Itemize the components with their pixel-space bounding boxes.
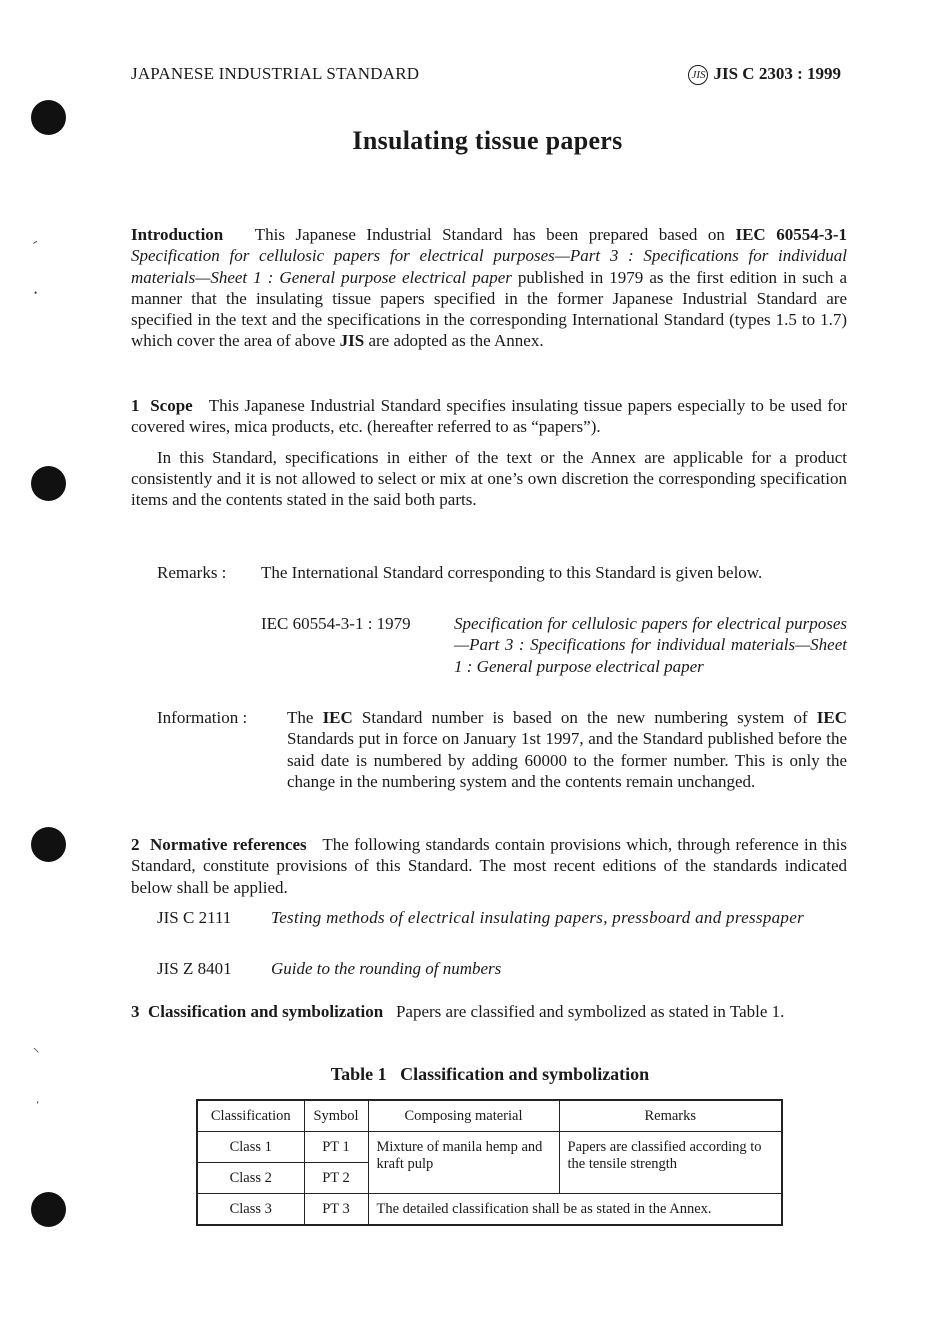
section-number: 2 [131, 835, 140, 854]
remarks-label: Remarks : [157, 563, 227, 582]
information-text [287, 707, 847, 792]
information-label: Information : [157, 708, 248, 727]
table-caption [0, 1064, 950, 1085]
table-cell-symbol: PT 3 [304, 1194, 368, 1226]
table-row [197, 1194, 782, 1226]
intro-jis: JIS [339, 331, 365, 351]
scan-speck: ‘ [36, 1100, 40, 1111]
table-number: Table 1 [330, 1064, 387, 1084]
scan-speck: • [34, 288, 38, 298]
table-header-row [197, 1100, 782, 1132]
reference-title: Specification for cellulosic papers for electrical purposes—Part 3 : Specifications for individual materials—Sheet 1 : General purpose electrical paper [454, 614, 847, 676]
intro-iec: IEC [735, 225, 766, 244]
jis-mark-logo: JIS [688, 65, 708, 85]
table-row [197, 1132, 782, 1163]
section-heading: Normative references [150, 835, 307, 854]
scope-section [131, 395, 847, 510]
standard-id: JIS C 2303 : 1999 [713, 64, 841, 83]
table-cell-symbol: PT 1 [304, 1132, 368, 1163]
info-iec: IEC [816, 708, 847, 727]
info-text: Standards put in force on January 1st 1997, and the Standard published before the said date is numbered by adding 60000 to the former number. This is only the change in the numbering system and the contents remain unchanged. [287, 729, 847, 791]
normative-references-section [131, 834, 847, 898]
section-heading: Scope [150, 396, 193, 415]
header-standard-name: JAPANESE INDUSTRIAL STANDARD [131, 64, 420, 83]
table-header-cell: Remarks [559, 1100, 782, 1132]
table-cell-symbol: PT 2 [304, 1163, 368, 1194]
normative-ref-id: JIS C 2111 [157, 908, 232, 927]
intro-text: published in 1979 as the first edition in such a manner that the insulating tissue papers specified in the former Japanese Industrial Standard are specified in the text and the specifications in the corresponding International Standard (types 1.5 to 1.7) which cover the area of above [131, 267, 847, 351]
section-number: 1 [131, 396, 140, 415]
scope-text: This Japanese Industrial Standard specifies insulating tissue papers especially to be used for covered wires, mica products, etc. (hereafter referred to as “papers”). [131, 396, 848, 437]
scan-speck: ⸌ [33, 1045, 40, 1060]
binder-hole [31, 466, 66, 501]
classification-table [196, 1099, 783, 1226]
remarks-text: The International Standard corresponding to this Standard is given below. [261, 563, 763, 582]
binder-hole [31, 1192, 66, 1227]
classification-section [131, 1001, 847, 1022]
intro-iec-number: 60554-3-1 [776, 225, 848, 244]
table-header-cell: Composing material [368, 1100, 559, 1132]
section-number: 3 [131, 1002, 140, 1021]
normative-ref-title: Testing methods of electrical insulating papers, pressboard and presspaper [271, 908, 804, 927]
intro-text: This Japanese Industrial Standard has been prepared based on [254, 225, 736, 244]
intro-heading: Introduction [131, 225, 224, 244]
reference-id: IEC 60554-3-1 : 1979 [261, 614, 411, 633]
normative-text: The following standards contain provisions which, through reference in this Standard, constitute provisions of this Standard. The most recent editions of the standards indicated below shall be applied. [131, 835, 848, 897]
scan-speck: ⹝ [33, 234, 38, 249]
table-cell-annex-note: The detailed classification shall be as stated in the Annex. [368, 1194, 782, 1226]
table-cell-material: Mixture of manila hemp and kraft pulp [368, 1132, 559, 1194]
info-text: The [287, 708, 323, 727]
section-heading: Classification and symbolization [148, 1002, 384, 1021]
table-cell-class: Class 1 [197, 1132, 304, 1163]
table-cell-class: Class 3 [197, 1194, 304, 1226]
page-title: Insulating tissue papers [352, 126, 623, 155]
binder-hole [31, 827, 66, 862]
table-cell-class: Class 2 [197, 1163, 304, 1194]
table-title: Classification and symbolization [400, 1064, 650, 1084]
normative-ref-id: JIS Z 8401 [157, 959, 232, 978]
info-text: Standard number is based on the new numbering system of [352, 708, 817, 727]
header-standard-number [688, 64, 841, 85]
introduction-section [131, 224, 847, 352]
normative-ref-title: Guide to the rounding of numbers [271, 959, 502, 978]
table-header-cell: Classification [197, 1100, 304, 1132]
scope-paragraph: In this Standard, specifications in either of the text or the Annex are applicable for a product consistently and it is not allowed to select or mix at one’s own discretion the corresponding specification items and the contents stated in the said both parts. [131, 447, 847, 510]
intro-iec-title: Specification for cellulosic papers for electrical purposes—Part 3 : Specifications for individual materials—Sheet 1 : General purpose electrical paper [131, 246, 847, 287]
intro-text: are adopted as the Annex. [364, 331, 544, 351]
classification-text: Papers are classified and symbolized as stated in Table 1. [395, 1002, 785, 1021]
table-header-cell: Symbol [304, 1100, 368, 1132]
table-cell-remarks: Papers are classified according to the tensile strength [559, 1132, 782, 1194]
info-iec: IEC [322, 708, 353, 727]
